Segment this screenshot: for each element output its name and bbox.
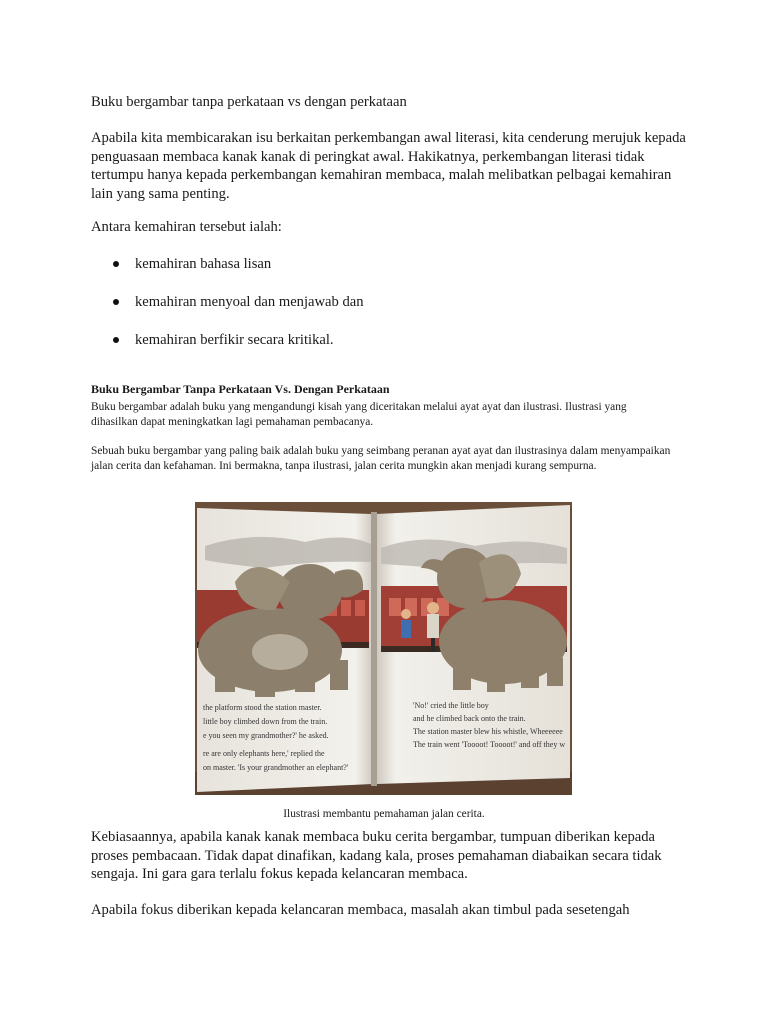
figure-text-right-4: The train went 'Toooot! Toooot!' and off they w (413, 740, 566, 749)
section-subheading: Buku Bergambar Tanpa Perkataan Vs. Dengan Perkataan (91, 382, 390, 396)
list-item-text: kemahiran berfikir secara kritikal. (135, 332, 334, 348)
figure-text-right-3: The station master blew his whistle, Wheeeeee (413, 727, 563, 736)
picture-book-balance: Sebuah buku bergambar yang paling baik adalah buku yang seimbang peranan ayat ayat dan ilustrasinya dalam menyampaikan jalan cerita dan kefahaman. Ini bermakna, tanpa ilustrasi, jalan cerita mungkin akan menjadi kurang sempurna. (91, 445, 671, 472)
figure-text-left-2: little boy climbed down from the train. (203, 717, 328, 726)
figure-text-left-3: e you seen my grandmother?' he asked. (203, 731, 329, 740)
list-item (113, 293, 364, 331)
list-item (113, 331, 364, 369)
fluency-paragraph: Apabila fokus diberikan kepada kelancaran membaca, masalah akan timbul pada sesetengah (91, 902, 630, 918)
skills-list (113, 255, 364, 369)
skills-lead-in: Antara kemahiran tersebut ialah: (91, 219, 282, 235)
list-item (113, 255, 364, 293)
reading-focus-paragraph: Kebiasaannya, apabila kanak kanak membaca buku cerita bergambar, tumpuan diberikan kepada proses pembacaan. Tidak dapat dinafikan, kadang kala, proses pemahaman diabaikan secara tidak sengaja. Ini gara gara terlalu fokus kepada kelancaran membaca. (91, 829, 662, 883)
bullet-icon (113, 299, 119, 305)
bullet-icon (113, 261, 119, 267)
picture-book-definition: Buku bergambar adalah buku yang mengandungi kisah yang diceritakan melalui ayat ayat dan ilustrasi. Ilustrasi yang dihasilkan dapat meningkatkan lagi pemahaman pembacanya. (91, 401, 627, 428)
intro-paragraph: Apabila kita membicarakan isu berkaitan perkembangan awal literasi, kita cenderung merujuk kepada penguasaan membaca kanak kanak di peringkat awal. Hakikatnya, perkembangan literasi tidak tertumpu hanya kepada perkembangan kemahiran membaca, malah melibatkan pelbagai kemahiran lain yang sama penting. (91, 130, 686, 202)
figure-text-right-1: 'No!' cried the little boy (413, 701, 489, 710)
figure-caption: Ilustrasi membantu pemahaman jalan cerita. (283, 808, 485, 821)
bullet-icon (113, 337, 119, 343)
figure-text-left-5: on master. 'Is your grandmother an elephant?' (203, 763, 349, 772)
list-item-text: kemahiran bahasa lisan (135, 256, 272, 272)
figure-text-left-1: the platform stood the station master. (203, 703, 322, 712)
book-photo (195, 502, 572, 795)
figure-text-left-4: re are only elephants here,' replied the (203, 749, 325, 758)
list-item-text: kemahiran menyoal dan menjawab dan (135, 294, 364, 310)
figure-text-right-2: and he climbed back onto the train. (413, 714, 526, 723)
document-title: Buku bergambar tanpa perkataan vs dengan perkataan (91, 94, 407, 110)
